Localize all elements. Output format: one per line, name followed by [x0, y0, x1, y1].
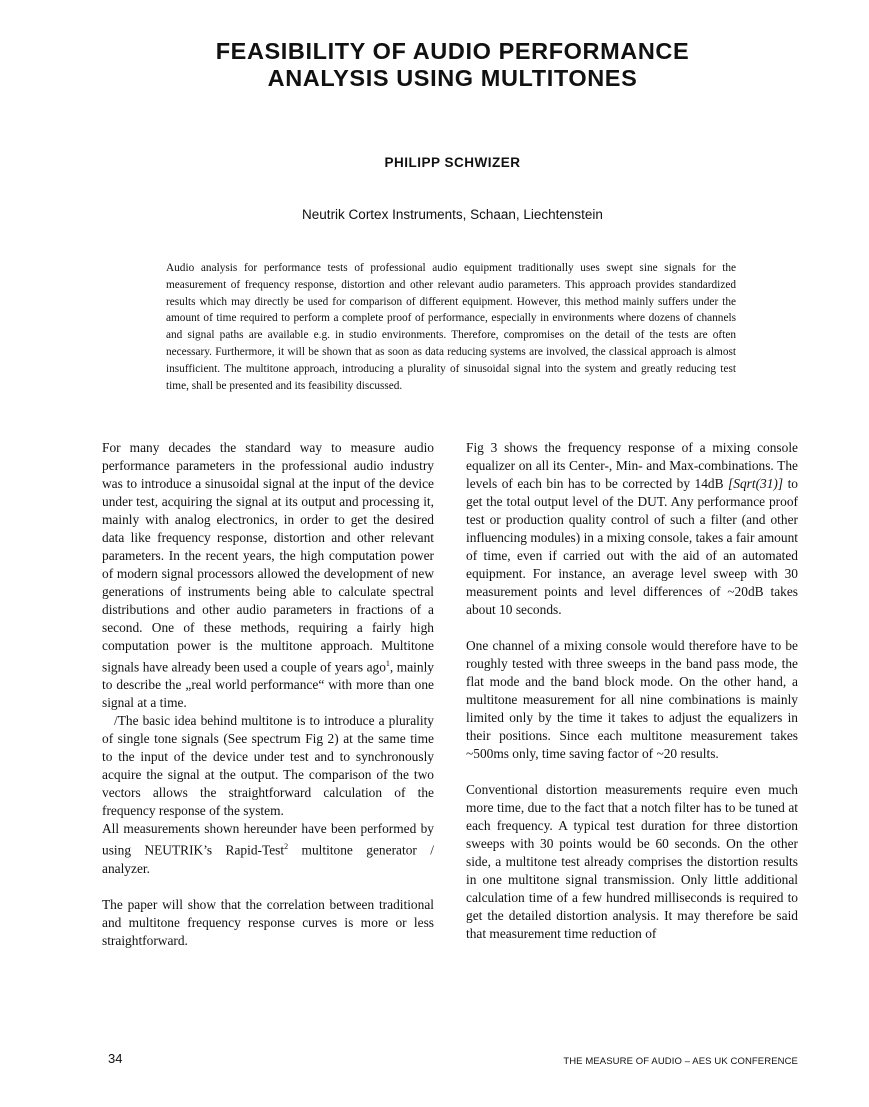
right-column — [466, 439, 798, 961]
footnote-ref-1: 1 — [385, 659, 390, 668]
left-paragraph-1 — [102, 439, 434, 712]
right-paragraph-3: Conventional distortion measurements require even much more time, due to the fact that a notch filter has to be tuned at each frequency. A typical test duration for three distortion sweeps with 30 points would be 60 seconds. On the other side, a multitone test already comprises the distortion results in one multitone signal transmission. Only little additional calculation time of a few hundred milliseconds is required to get the detailed distortion analysis. It may therefore be said that measurement time reduction of — [466, 782, 798, 941]
left-paragraph-4: The paper will show that the correlation between traditional and multitone frequency response curves is more or less straightforward. — [102, 896, 434, 948]
left-paragraph-3 — [102, 820, 434, 877]
page-number: 34 — [108, 1051, 123, 1066]
left-p3-text: All measurements shown hereunder have been performed by using NEUTRIK’s Rapid-Test — [102, 821, 434, 858]
author-affiliation: Neutrik Cortex Instruments, Schaan, Liechtenstein — [302, 207, 603, 222]
running-footer: THE MEASURE OF AUDIO – AES UK CONFERENCE — [563, 1056, 798, 1067]
left-p1-text: For many decades the standard way to measure audio performance parameters in the professional audio industry was to introduce a sinusoidal signal at the input of the device under test, acquiring the signal at its output and processing it, mainly with analog electronics, in order to get the desired data like frequency response, distortion and other relevant parameters. In the recent years, the high computation power of modern signal processors allowed the development of new generations of instruments being able to calculate spectral distributions and other audio parameters in fractions of a second. One of these methods, requiring a fairly high computation power is the multitone approach. Multitone signals have already been used a couple of years ago — [102, 440, 434, 675]
right-paragraph-1 — [466, 439, 798, 619]
left-p3-tail: multitone generator / analyzer. — [102, 842, 434, 876]
right-p1-tail: to get the total output level of the DUT. Any performance proof test or production quality control of such a filter (and other influencing modules) in a mixing console, takes a fair amount of time, even if carried out with the aid of an automated equipment. For instance, an average level sweep with 30 measurement points and level differences of ~20dB takes about 10 seconds. — [466, 476, 798, 617]
author-name: PHILIPP SCHWIZER — [384, 155, 521, 170]
title-line-2: ANALYSIS USING MULTITONES — [267, 65, 638, 91]
title-line-1: FEASIBILITY OF AUDIO PERFORMANCE — [215, 38, 690, 64]
paper-title — [100, 38, 805, 92]
left-p1-tail: , mainly to describe the „real world performance“ with more than one signal at a time. — [102, 659, 434, 711]
left-column — [102, 439, 434, 968]
right-p1-text: Fig 3 shows the frequency response of a mixing console equalizer on all its Center-, Min- and Max-combinations. The levels of each bin has to be corrected by 14dB — [466, 440, 798, 491]
footnote-ref-2: 2 — [284, 842, 289, 852]
abstract: Audio analysis for performance tests of professional audio equipment traditionally uses swept sine signals for the measurement of frequency response, distortion and other relevant audio parameters. This approach provides standardized results which may directly be used for comparison of different equipment. However, this method mainly suffers under the amount of time required to perform a complete proof of performance, especially in environments where dozens of channels and signal paths are available e.g. in studio environments. Therefore, compromises on the detail of the tests are often necessary. Furthermore, it will be shown that as soon as data reducing systems are involved, the classical approach is almost insufficient. The multitone approach, introducing a plurality of sinusoidal signal into the system and greatly reducing test time, shall be presented and its feasibility discussed. — [166, 262, 736, 392]
left-paragraph-2: /The basic idea behind multitone is to introduce a plurality of single tone signals (See spectrum Fig 2) at the same time to the input of the device under test and to synchronously acquire the signal at the output. The comparison of the two vectors allows the straightforward calculation of the frequency response of the system. — [102, 713, 434, 819]
right-p1-formula: [Sqrt(31)] — [728, 476, 784, 491]
right-paragraph-2: One channel of a mixing console would therefore have to be roughly tested with three sweeps in the band pass mode, the flat mode and the band block mode. On the other hand, a multitone measurement for all nine combinations is mainly limited only by the time it takes to adjust the equalizers in their positions. Since each multitone measurement takes ~500ms only, time saving factor of ~20 results. — [466, 638, 798, 761]
